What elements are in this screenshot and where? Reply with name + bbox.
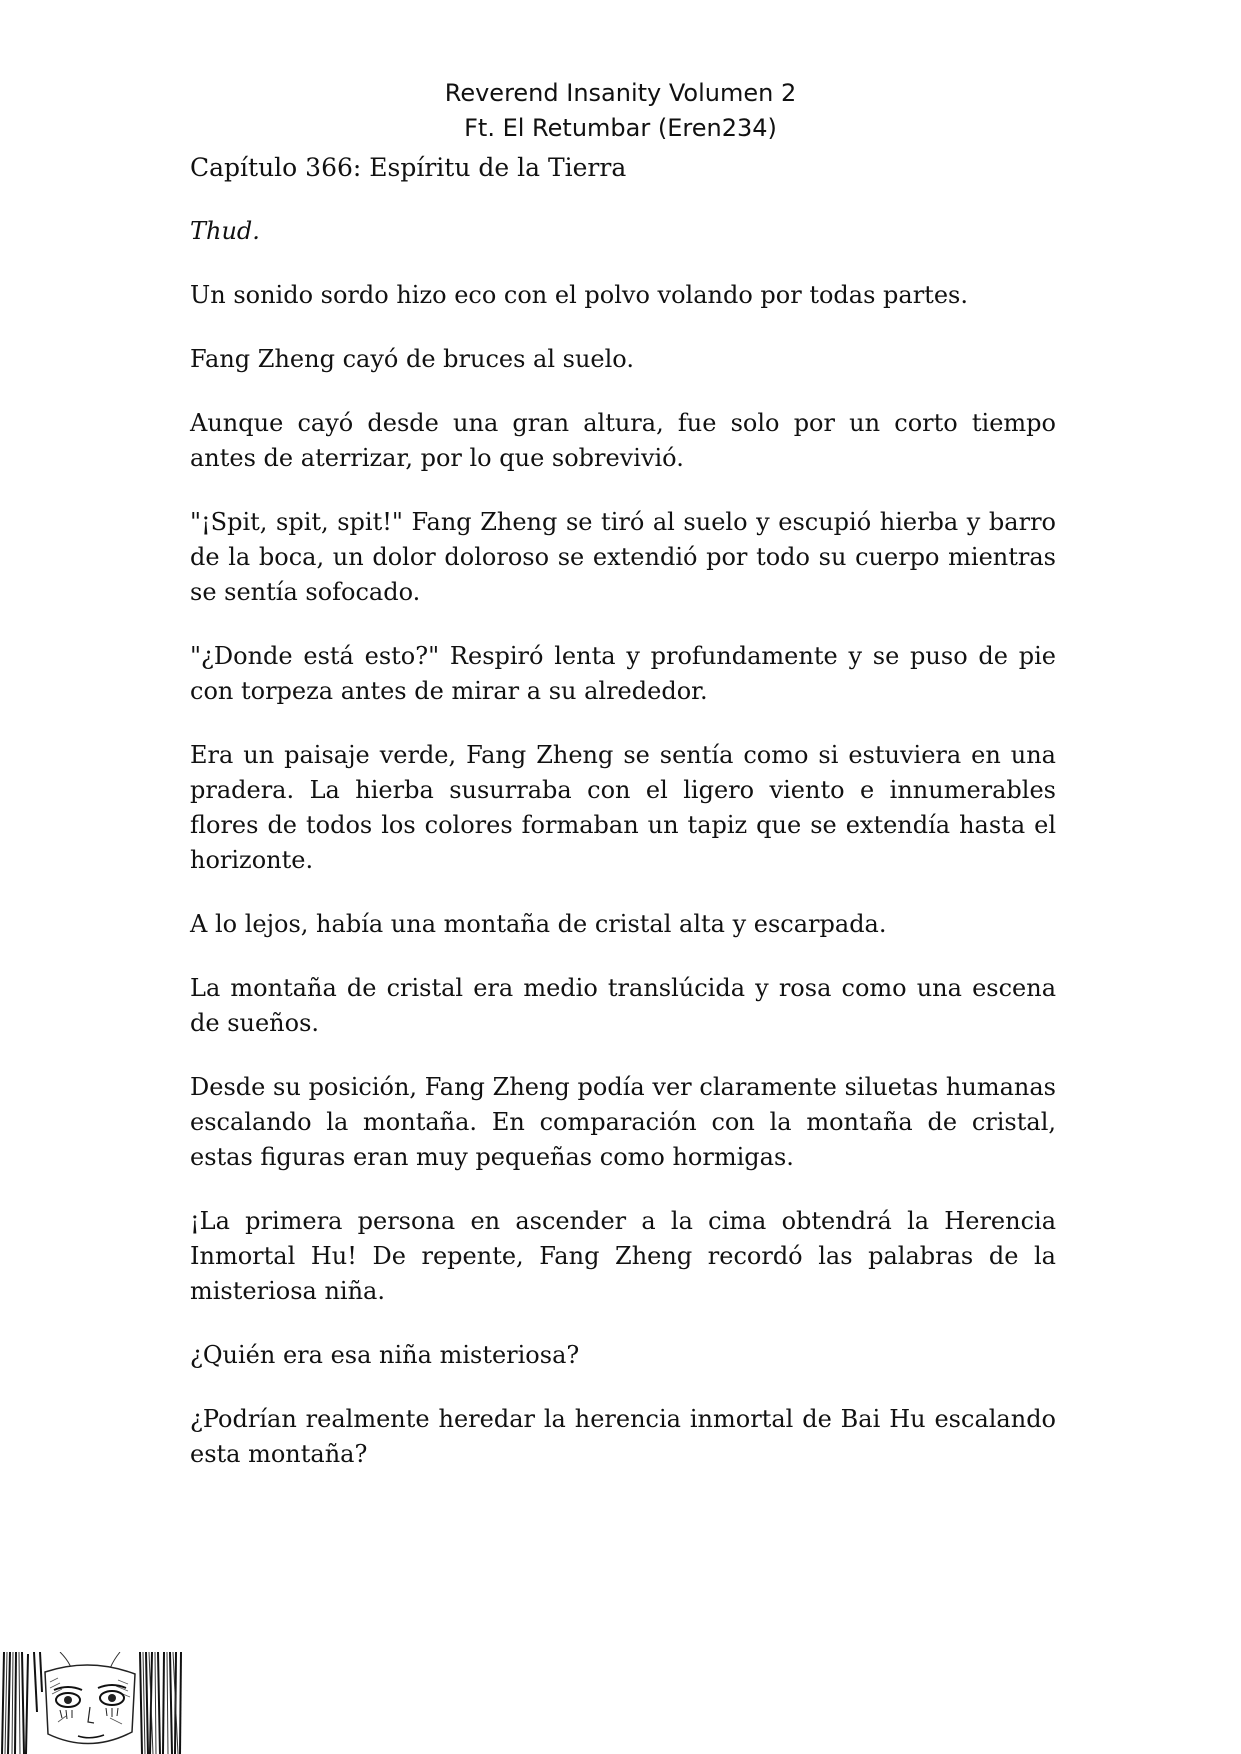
chapter-title: Capítulo 366: Espíritu de la Tierra: [190, 153, 627, 182]
paragraph-2: Un sonido sordo hizo eco con el polvo volando por todas partes.: [190, 281, 968, 309]
paragraph-3: Fang Zheng cayó de bruces al suelo.: [190, 345, 634, 373]
paragraph-12: ¿Quién era esa niña misteriosa?: [190, 1341, 580, 1369]
header-title: Reverend Insanity Volumen 2: [444, 79, 797, 107]
paragraph-10: Desde su posición, Fang Zheng podía ver claramente siluetas humanas escalando la montaña. En comparación con la montaña de cristal, estas figuras eran muy pequeñas como hormigas.: [190, 1073, 1056, 1171]
paragraph-6: "¿Donde está esto?" Respiró lenta y profundamente y se puso de pie con torpeza antes de mirar a su alrededor.: [190, 642, 1056, 705]
paragraph-7: Era un paisaje verde, Fang Zheng se sentía como si estuviera en una pradera. La hierba susurraba con el ligero viento e innumerables flores de todos los colores formaban un tapiz que se extendía hasta el horizonte.: [190, 741, 1056, 874]
paragraph-5: "¡Spit, spit, spit!" Fang Zheng se tiró al suelo y escupió hierba y barro de la boca, un dolor doloroso se extendió por todo su cuerpo mientras se sentía sofocado.: [190, 508, 1056, 606]
header-subtitle: Ft. El Retumbar (Eren234): [464, 114, 777, 142]
paragraph-13: ¿Podrían realmente heredar la herencia inmortal de Bai Hu escalando esta montaña?: [190, 1405, 1056, 1468]
chapter-body: [190, 150, 1056, 1501]
paragraph-8: A lo lejos, había una montaña de cristal alta y escarpada.: [190, 910, 887, 938]
page-header: [0, 76, 1241, 146]
paragraph-11: ¡La primera persona en ascender a la cima obtendrá la Herencia Inmortal Hu! De repente, Fang Zheng recordó las palabras de la misteriosa niña.: [190, 1207, 1056, 1305]
paragraph-4: Aunque cayó desde una gran altura, fue solo por un corto tiempo antes de aterrizar, por lo que sobrevivió.: [190, 409, 1056, 472]
paragraph-1: Thud.: [190, 217, 260, 245]
manga-character-portrait-icon: [0, 1652, 183, 1754]
paragraph-9: La montaña de cristal era medio translúcida y rosa como una escena de sueños.: [190, 974, 1056, 1037]
